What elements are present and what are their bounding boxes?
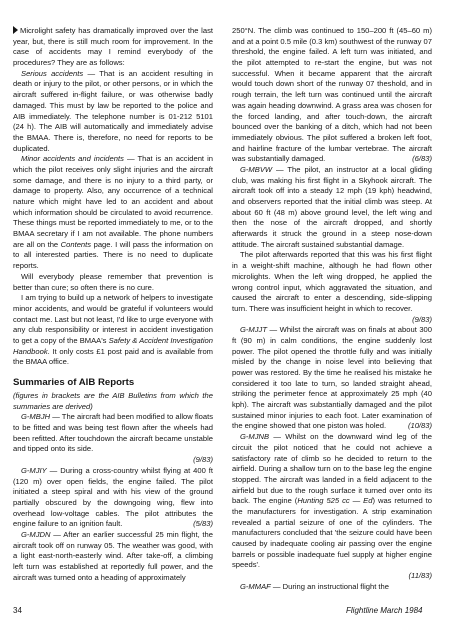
report-mmaf: G-MMAF — During an instructional flight the	[240, 581, 389, 591]
section-heading: Summaries of AIB Reports	[13, 377, 135, 388]
report-mjiy-ref: (5/83)	[193, 519, 213, 529]
serious-accidents-paragraph: Serious accidents — That is an accident resulting in death or injury to the pilot, or other persons, or in which the aircraft suffered in-flight failure, or was otherwise badly damaged. This must by law be reported to the police and AIB immediately. The telephone number is 01-212 5101 (24 h). The AIB will automatically and immediately advise the BMAA. There is, therefore, no need for reports to be duplicated.	[13, 68, 213, 153]
report-mbjh-ref: (9/83)	[193, 455, 213, 465]
triangle-bullet-icon	[13, 26, 18, 34]
right-column	[232, 26, 432, 592]
prevention-paragraph: Will everybody please remember that prevention is better than cure; so often there is no cure.	[13, 271, 213, 292]
report-mjdn-continued: 250°N. The climb was continued to 150–200 ft (45–60 m) and at a point 0.5 mile (0.3 km) southwest of the runway 07 threshold, the engine failed. A left turn was initiated, and the pilot attempted to re-start the engine, but was not successful. When it became apparent that the aircraft would touch down short of the runway 07 theshold, and in rough terrain, the left turn was continued until the aircraft was again heading downwind. A grass area was chosen for the forced landing, and after touch-down, the aircraft bounced over the banking of a ditch, which had not been immediately obvious. The pilot suffered a broken left foot, and hairline fracture of the lumbar vertebrae. The aircraft was substantially damaged. (6/83)	[232, 26, 432, 164]
page-number: 34	[13, 606, 22, 615]
report-mbvw: G-MBVW — The pilot, an instructor at a local gliding club, was making his first flight in a Skyhook aircraft. The aircraft took off into a steady 12 mph (19 kph) headwind, and observers reported that the initial climb was steep. At about 60 ft (48 m) above ground level, the left wing and then the nose of the aircraft dropped, and shortly afterwards it struck the ground in a steep nose-down attitude. The aircraft sustained substantial damage.	[232, 164, 432, 249]
report-mjdn: G-MJDN — After an earlier successful 25 min flight, the aircraft took off on runway 05. The weather was good, with a light east-north-easterly wind. After take-off, a climbing left turn was established at reportedly full power, and the aircraft was turned onto a heading of approximately	[13, 529, 213, 582]
network-paragraph: I am trying to build up a network of helpers to investigate minor accidents, and would be grateful if volunteers would contact me. Last but not least, I'd like to urge everyone with any club responsibility or interest in accident investigation to get a copy of the BMAA's Safety & Accident Investigation Handbook. It only costs £1 post paid and is available from the BMAA office.	[13, 293, 213, 367]
report-mjnb: G-MJNB — Whilst on the downward wind leg of the circuit the pilot noticed that he could not achieve a satisfactory rate of climb so he decided to return to the airfield. During a shallow turn on to the base leg the engine stopped. The aircraft was landed in a field adjacent to the airfield but due to the rough surface it turned over onto its back. The engine (Hunting 525 cc — Ed) was returned to the manufacturers for investigation. A strip examination revealed a partial seizure of one of the cylinders. The manufacturers concluded that 'the seizure could have been caused by inadequate cooling air passing over the engine barrels or possible inadequate fuel supply at higher engine speeds'.	[232, 432, 432, 570]
minor-accidents-paragraph: Minor accidents and incidents — That is an accident in which the pilot receives only slight injuries and the aircraft some damage, and there is no injury to a third party, or damage to property. Also, any occurrence of a technical nature which might have led to an accident and about which information should be circulated to avoid recurrence. These things must be reported immediately to me, or to the BMAA secretary if I am not available. The phone numbers are all on the Contents page. I will pass the information on to all interested parties. There is no need to duplicate reports.	[13, 154, 214, 271]
report-mjnb-ref: (11/83)	[408, 571, 432, 581]
report-mjdn-ref: (6/83)	[412, 154, 432, 164]
report-mbvw-ref: (9/83)	[412, 314, 432, 324]
report-mbjh: G-MBJH — The aircraft had been modified to allow floats to be fitted and was being test flown after the wheels had been refitted. After touchdown the aircraft became unstable and tipped onto its side.	[13, 412, 213, 454]
left-column	[13, 26, 213, 583]
intro-paragraph: Microlight safety has dramatically improved over the last year, but, there is still much room for improvement. In the case of accidents may I remind everybody of the procedures? They are as follows:	[13, 26, 213, 68]
magazine-footer: Flightline March 1984	[346, 606, 423, 615]
section-subheading: (figures in brackets are the AIB Bulletins from which the summaries are derived)	[13, 391, 213, 411]
report-mjiy: G-MJIY — During a cross-country whilst flying at 400 ft (120 m) over open fields, the engine failed. The pilot initiated a steep spiral and with his view of the ground partially obscured by the downgoing wing, flew into overhead low-voltage cables. The pilot attributes the engine failure to an ignition fault. (5/83)	[13, 465, 213, 529]
report-mjjt-ref: (10/83)	[407, 421, 432, 431]
report-mbvw-p2: The pilot afterwards reported that this was his first flight in a weight-shift machine, although he had flown other microlights. When the left wing dropped, he applied the wrong control input, which aggravated the situation, and caused the aircraft to enter a descending, side-slipping turn. There was insufficient height in which to recover.	[232, 250, 432, 313]
report-mjjt: G-MJJT — Whilst the aircraft was on finals at about 300 ft (90 m) in calm conditions, the engine suddenly lost power. The pilot opened the throttle fully and was initially misled by the change in noise level into believing that power was restored. By the time he realised his mistake he considered it too late to turn, so landed straight ahead, striking the perimeter fence at approximately 25 mph (40 kph). The aircraft was substantially damaged and the pilot sustained minor injuries to each foot. Later examination of the engine showed that one piston was holed. (10/83)	[232, 325, 432, 431]
